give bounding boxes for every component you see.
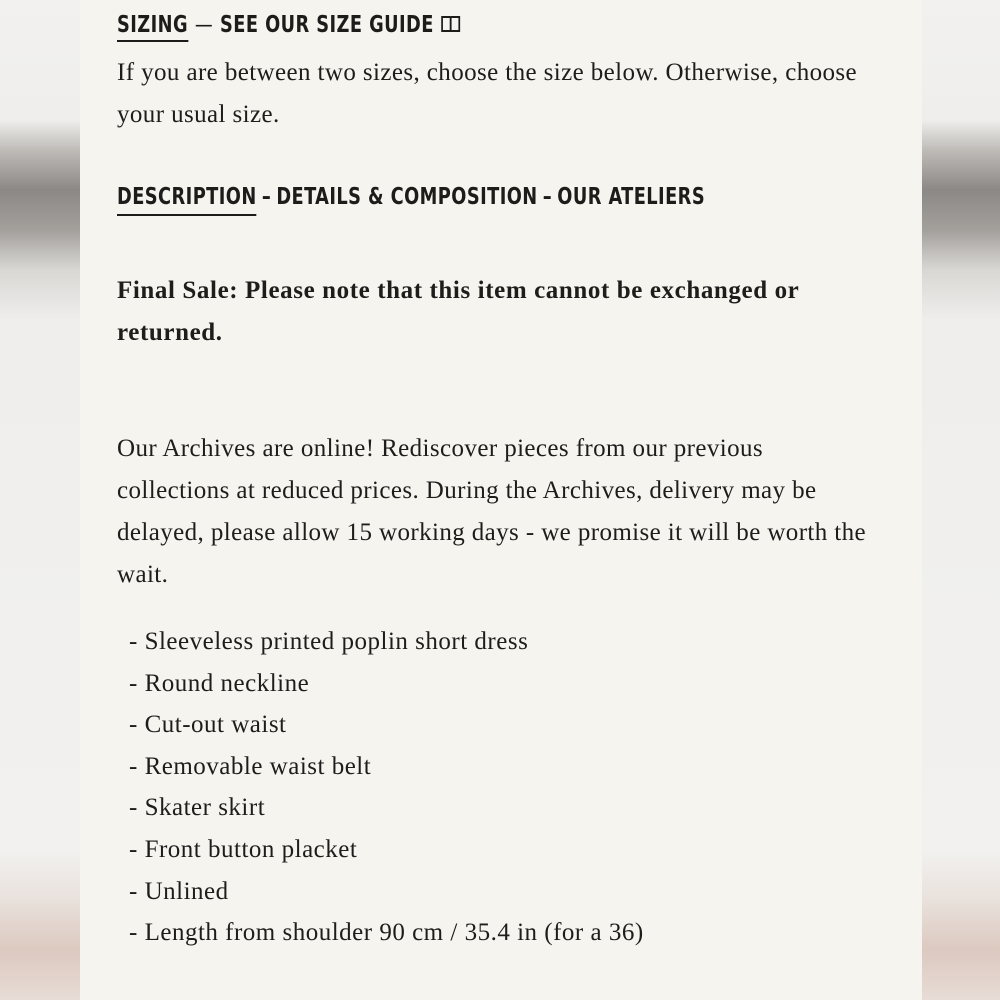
tab-separator: –	[542, 184, 553, 210]
archives-notice: Our Archives are online! Rediscover pieces from our previous collections at reduced prices. During the Archives, delivery may be delayed, please allow 15 working days - we promise it will be worth the wait.	[117, 435, 867, 588]
list-item: - Unlined	[129, 877, 229, 905]
sizing-heading	[117, 12, 461, 38]
description-tabs	[117, 184, 705, 210]
book-icon[interactable]	[441, 14, 462, 34]
product-info-panel	[80, 0, 922, 1000]
list-item: - Length from shoulder 90 cm / 35.4 in (for a 36)	[129, 919, 644, 947]
list-item: - Cut-out waist	[129, 711, 287, 739]
final-sale-notice: Final Sale: Please note that this item cannot be exchanged or returned.	[117, 277, 799, 346]
list-item: - Removable waist belt	[129, 752, 372, 780]
list-item: - Round neckline	[129, 669, 310, 697]
tab-our-ateliers[interactable]: OUR ATELIERS	[557, 184, 706, 210]
list-item: - Sleeveless printed poplin short dress	[129, 628, 529, 655]
sizing-label: SIZING	[117, 12, 188, 42]
background-blur-right	[922, 0, 1000, 1000]
background-blur-left	[0, 0, 80, 1000]
list-item: - Skater skirt	[129, 794, 266, 822]
sizing-separator: —	[194, 12, 214, 38]
tab-description[interactable]: DESCRIPTION	[117, 184, 257, 216]
sizing-instructions: If you are between two sizes, choose the size below. Otherwise, choose your usual size.	[117, 59, 858, 128]
list-item: - Front button placket	[129, 835, 358, 863]
tab-separator: –	[261, 184, 272, 210]
size-guide-link[interactable]: SEE OUR SIZE GUIDE	[220, 12, 434, 38]
feature-list	[129, 621, 644, 954]
tab-details-composition[interactable]: DETAILS & COMPOSITION	[276, 184, 538, 210]
